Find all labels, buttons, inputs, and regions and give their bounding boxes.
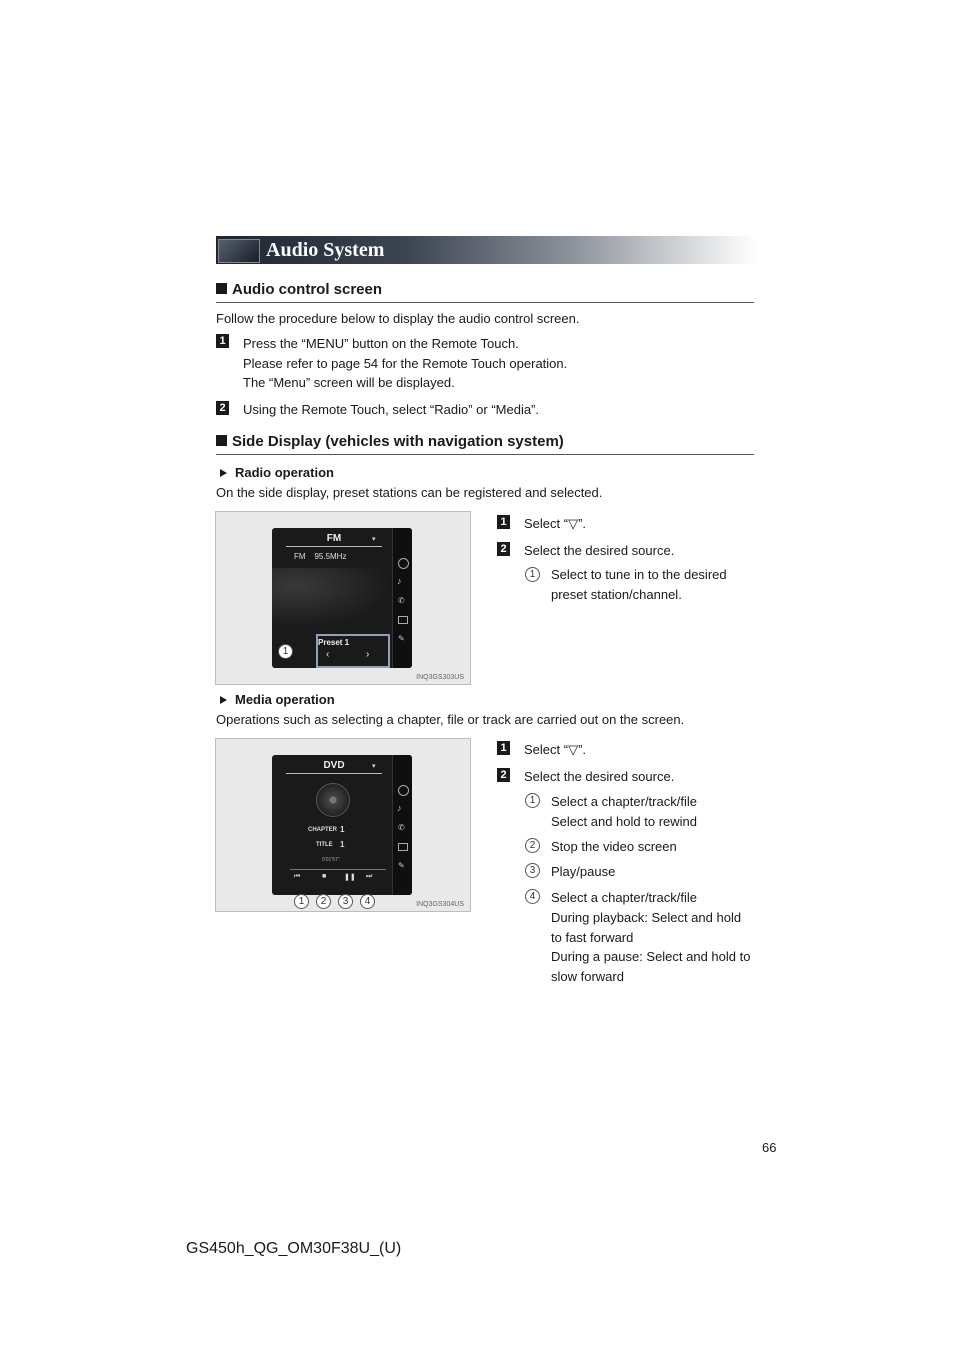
subheading-media: Media operation <box>216 690 335 710</box>
media-item-marker-4: 4 <box>525 889 540 904</box>
music-icon: ♪ <box>397 576 402 586</box>
document-code: GS450h_QG_OM30F38U_(U) <box>186 1240 402 1257</box>
dropdown-icon: ▾ <box>372 763 376 770</box>
radio-step1-text: Select “▽”. <box>524 516 587 531</box>
media-item4-line3: to fast forward <box>551 930 634 945</box>
callout-marker-1: 1 <box>294 894 309 909</box>
media-item4-line1: Select a chapter/track/file <box>551 890 697 905</box>
section-heading-audio-control: Audio control screen <box>216 280 382 300</box>
chapter-label: CHAPTER <box>308 827 338 833</box>
phone-icon: ✆ <box>398 823 405 832</box>
media-intro: Operations such as selecting a chapter, file or track are carried out on the screen. <box>216 712 685 727</box>
previous-track-icon: ⏮ <box>294 873 301 880</box>
media-screenshot <box>215 738 471 912</box>
playback-time: 0'01'57" <box>322 857 340 863</box>
disc-icon <box>316 783 350 817</box>
divider <box>286 546 382 547</box>
side-display-screen <box>272 755 412 895</box>
media-item-marker-3: 3 <box>525 863 540 878</box>
title-value: 1 <box>340 840 345 849</box>
media-item1-line2: Select and hold to rewind <box>551 814 697 829</box>
next-track-icon: ⏭ <box>366 873 373 880</box>
screen-glow <box>272 568 392 628</box>
step1-result: The “Menu” screen will be displayed. <box>243 375 455 390</box>
intro-text: Follow the procedure below to display the audio control screen. <box>216 311 580 326</box>
callout-marker-1: 1 <box>278 644 293 659</box>
radio-item1-line1: Select to tune in to the desired <box>551 567 727 582</box>
step-number-1: 1 <box>216 334 229 348</box>
page-title: Audio System <box>266 239 385 261</box>
step1-text: Press the “MENU” button on the Remote Touch. <box>243 336 519 351</box>
step2-text: Using the Remote Touch, select “Radio” or “Media”. <box>243 402 539 417</box>
audio-icon <box>398 558 409 569</box>
source-label: FM <box>326 533 342 544</box>
page-number: 66 <box>762 1140 777 1155</box>
subheading-radio: Radio operation <box>216 463 334 483</box>
section-rule <box>216 454 754 455</box>
side-icon-column <box>392 528 412 668</box>
step-number-2: 2 <box>216 401 229 415</box>
step1-note: Please refer to page 54 for the Remote Touch operation. <box>243 356 568 371</box>
audio-icon <box>398 785 409 796</box>
frequency-readout: FM 95.5MHz <box>294 552 347 561</box>
media-step1-text: Select “▽”. <box>524 742 587 757</box>
triangle-bullet-icon <box>220 696 227 704</box>
media-item-marker-2: 2 <box>525 838 540 853</box>
stop-icon: ■ <box>322 873 327 880</box>
media-item2: Stop the video screen <box>551 839 677 854</box>
section-rule <box>216 302 754 303</box>
divider <box>286 773 382 774</box>
progress-line <box>290 869 386 870</box>
title-label: TITLE <box>316 842 333 848</box>
square-bullet-icon <box>216 283 227 294</box>
media-step-number-2: 2 <box>497 768 510 782</box>
media-item4-line5: slow forward <box>551 969 624 984</box>
callout-marker-3: 3 <box>338 894 353 909</box>
image-icon <box>398 616 408 624</box>
figure-code: INQ3GS304US <box>416 901 464 908</box>
radio-screenshot <box>215 511 471 685</box>
preset-next-icon: › <box>366 649 370 660</box>
radio-step2-text: Select the desired source. <box>524 543 675 558</box>
preset-prev-icon: ‹ <box>326 649 330 660</box>
media-item-marker-1: 1 <box>525 793 540 808</box>
source-label: DVD <box>323 760 345 771</box>
radio-step-number-1: 1 <box>497 515 510 529</box>
side-display-screen <box>272 528 412 668</box>
pause-icon: ❚❚ <box>344 874 356 881</box>
chapter-value: 1 <box>340 825 345 834</box>
media-step-number-1: 1 <box>497 741 510 755</box>
radio-intro: On the side display, preset stations can be registered and selected. <box>216 485 603 500</box>
settings-icon: ✎ <box>398 861 405 870</box>
dropdown-icon: ▾ <box>372 536 376 543</box>
media-item4-line2: During playback: Select and hold <box>551 910 742 925</box>
phone-icon: ✆ <box>398 596 405 605</box>
media-step2-text: Select the desired source. <box>524 769 675 784</box>
radio-item1-line2: preset station/channel. <box>551 587 682 602</box>
figure-code: INQ3GS303US <box>416 674 464 681</box>
callout-marker-4: 4 <box>360 894 375 909</box>
preset-label: Preset 1 <box>318 638 350 647</box>
media-item3: Play/pause <box>551 864 616 879</box>
triangle-bullet-icon <box>220 469 227 477</box>
radio-step-number-2: 2 <box>497 542 510 556</box>
image-icon <box>398 843 408 851</box>
music-icon: ♪ <box>397 803 402 813</box>
media-item1-line1: Select a chapter/track/file <box>551 794 697 809</box>
callout-marker-2: 2 <box>316 894 331 909</box>
radio-item-marker-1: 1 <box>525 567 540 582</box>
media-item4-line4: During a pause: Select and hold to <box>551 949 751 964</box>
square-bullet-icon <box>216 435 227 446</box>
side-icon-column <box>392 755 412 895</box>
settings-icon: ✎ <box>398 634 405 643</box>
section-heading-side-display: Side Display (vehicles with navigation system) <box>216 432 564 452</box>
title-thumbnail-icon <box>218 239 260 263</box>
